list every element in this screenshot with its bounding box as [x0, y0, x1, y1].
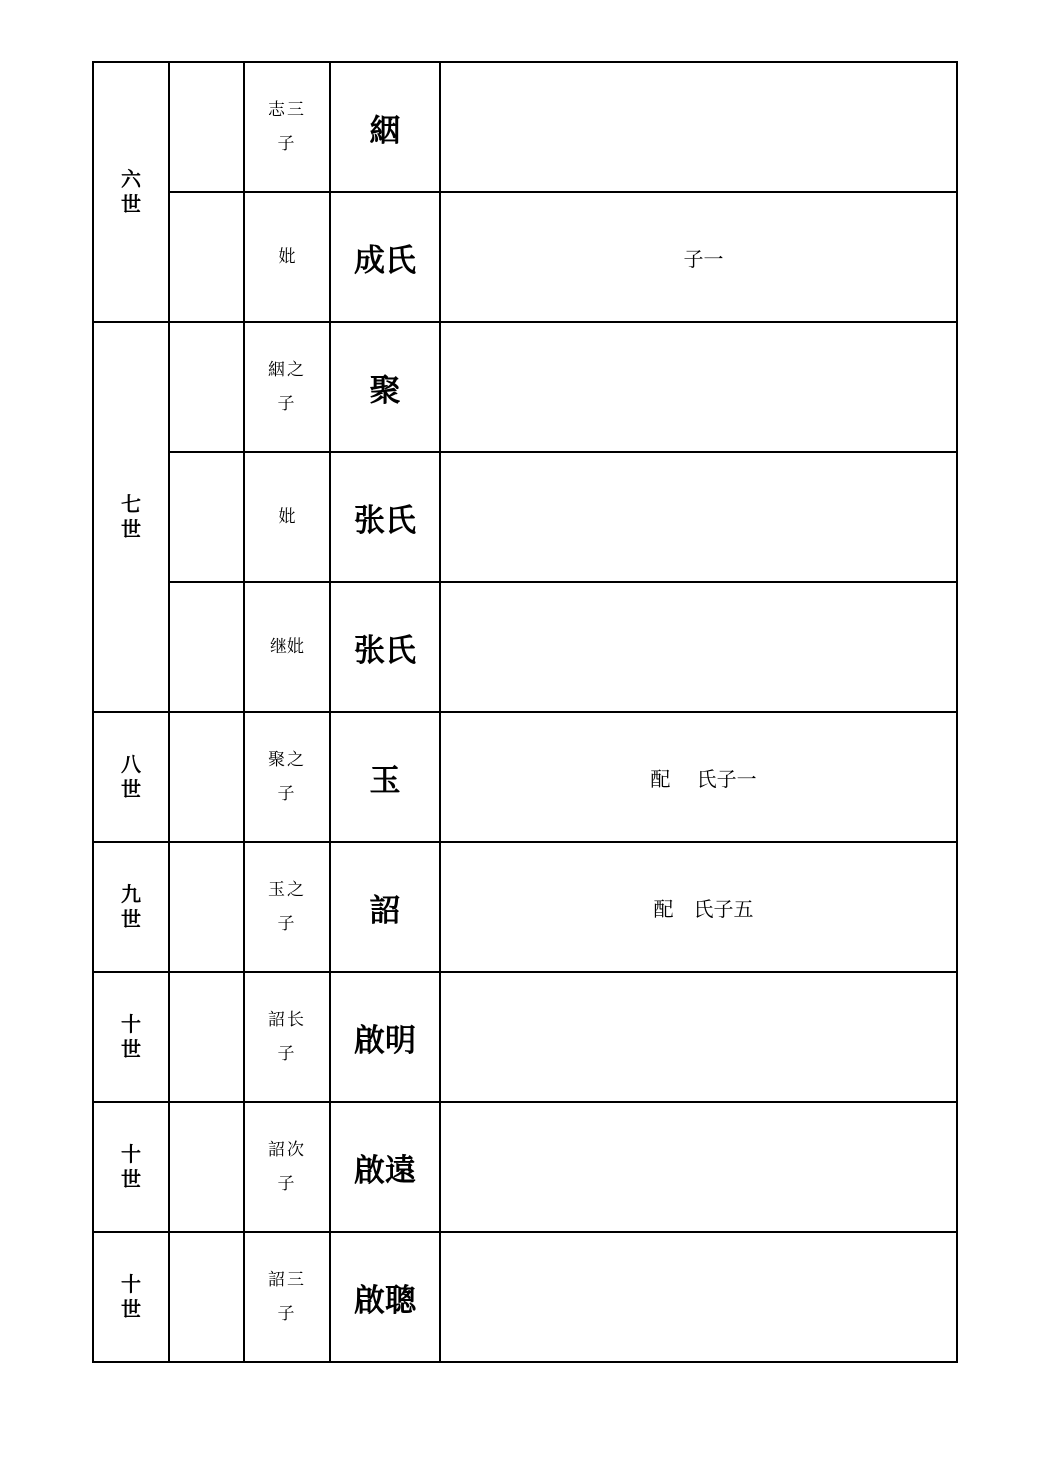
name-cell	[330, 712, 440, 842]
table-row	[93, 842, 957, 972]
relation-label: 詔长子	[268, 1010, 306, 1064]
notes-cell	[440, 322, 957, 452]
relation-label: 妣	[278, 507, 296, 527]
notes-cell	[440, 712, 957, 842]
generation-label: 十世	[121, 1012, 141, 1061]
person-name: 啟遠	[354, 1152, 416, 1189]
relation-cell	[244, 322, 330, 452]
table-row	[93, 452, 957, 582]
table-row	[93, 1102, 957, 1232]
person-name: 玉	[369, 762, 401, 799]
notes-text	[441, 126, 956, 129]
generation-cell	[93, 972, 169, 1102]
relation-label: 继妣	[270, 637, 304, 657]
table-row	[93, 712, 957, 842]
notes-text	[441, 646, 956, 649]
relation-cell	[244, 712, 330, 842]
notes-cell	[440, 1102, 957, 1232]
name-cell	[330, 192, 440, 322]
person-name: 张氏	[354, 502, 416, 539]
person-name: 啟聰	[354, 1282, 416, 1319]
person-name: 聚	[369, 372, 401, 409]
table-row	[93, 1232, 957, 1362]
name-cell	[330, 1232, 440, 1362]
relation-cell	[244, 1102, 330, 1232]
person-name: 絪	[369, 112, 401, 149]
generation-cell	[93, 712, 169, 842]
name-cell	[330, 62, 440, 192]
blank-cell	[169, 842, 244, 972]
generation-cell	[93, 322, 169, 712]
notes-cell	[440, 1232, 957, 1362]
generation-label: 十世	[121, 1142, 141, 1191]
generation-label: 十世	[121, 1272, 141, 1321]
generation-label: 八世	[121, 752, 141, 801]
notes-text	[441, 1166, 956, 1169]
notes-cell	[440, 582, 957, 712]
relation-label: 聚之子	[268, 750, 306, 804]
name-cell	[330, 842, 440, 972]
relation-label: 絪之子	[268, 360, 306, 414]
notes-text: 配 氏子一	[650, 766, 757, 791]
blank-cell	[169, 192, 244, 322]
generation-cell	[93, 842, 169, 972]
generation-cell	[93, 1232, 169, 1362]
name-cell	[330, 322, 440, 452]
generation-label: 六世	[121, 167, 141, 216]
relation-cell	[244, 62, 330, 192]
relation-label: 妣	[278, 247, 296, 267]
person-name: 张氏	[354, 632, 416, 669]
blank-cell	[169, 972, 244, 1102]
relation-cell	[244, 842, 330, 972]
notes-text	[441, 1036, 956, 1039]
blank-cell	[169, 322, 244, 452]
name-cell	[330, 582, 440, 712]
notes-text: 配 氏子五	[653, 896, 754, 921]
table-row	[93, 582, 957, 712]
blank-cell	[169, 1102, 244, 1232]
relation-label: 志三子	[268, 100, 306, 154]
notes-cell	[440, 62, 957, 192]
relation-cell	[244, 972, 330, 1102]
relation-label: 詔次子	[268, 1140, 306, 1194]
table-row	[93, 192, 957, 322]
relation-label: 詔三子	[268, 1270, 306, 1324]
notes-cell	[440, 842, 957, 972]
relation-cell	[244, 452, 330, 582]
table-row	[93, 322, 957, 452]
notes-text	[441, 1296, 956, 1299]
name-cell	[330, 452, 440, 582]
blank-cell	[169, 1232, 244, 1362]
relation-cell	[244, 582, 330, 712]
notes-text: 子一	[683, 246, 724, 271]
table-row	[93, 972, 957, 1102]
person-name: 詔	[369, 892, 401, 929]
notes-text	[441, 516, 956, 519]
notes-cell	[440, 192, 957, 322]
notes-cell	[440, 452, 957, 582]
relation-cell	[244, 192, 330, 322]
notes-text	[441, 386, 956, 389]
person-name: 啟明	[354, 1022, 416, 1059]
blank-cell	[169, 452, 244, 582]
generation-cell	[93, 1102, 169, 1232]
genealogy-table	[92, 61, 958, 1363]
generation-label: 九世	[121, 882, 141, 931]
blank-cell	[169, 582, 244, 712]
relation-cell	[244, 1232, 330, 1362]
name-cell	[330, 1102, 440, 1232]
name-cell	[330, 972, 440, 1102]
generation-label: 七世	[121, 492, 141, 541]
blank-cell	[169, 712, 244, 842]
table-row	[93, 62, 957, 192]
person-name: 成氏	[354, 242, 416, 279]
blank-cell	[169, 62, 244, 192]
relation-label: 玉之子	[268, 880, 306, 934]
notes-cell	[440, 972, 957, 1102]
generation-cell	[93, 62, 169, 322]
